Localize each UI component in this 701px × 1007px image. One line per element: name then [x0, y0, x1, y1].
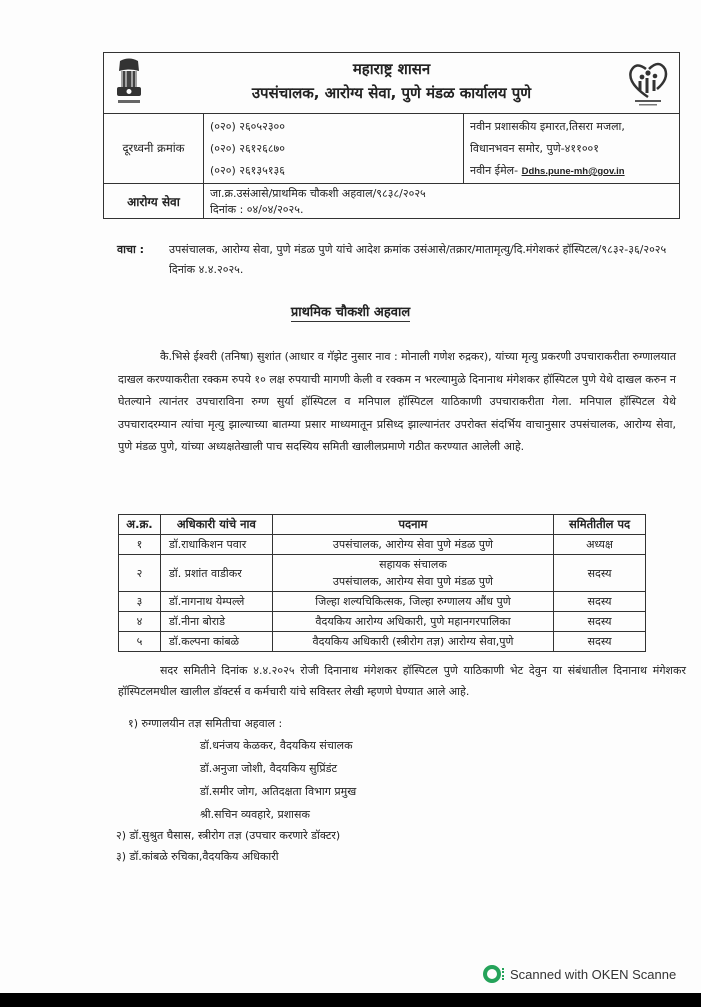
email-link[interactable]: Ddhs.pune-mh@gov.in [521, 166, 625, 177]
address-line: विधानभवन समोर, पुणे-४११००१ [470, 142, 599, 155]
letterhead-box [103, 52, 680, 219]
table-row [119, 612, 646, 632]
statement-item-2: २) डॉ.सुश्रुत घैसास, स्त्रीरोग तज्ञ (उपचार करणारे डॉक्टर) [116, 829, 341, 842]
email-line [470, 160, 673, 183]
address-line: नवीन प्रशासकीय इमारत,तिसरा मजला, [470, 120, 625, 133]
serial-number: ३ [119, 592, 161, 612]
table-row [119, 555, 646, 592]
committee-role: सदस्य [554, 612, 646, 632]
report-title-text: प्राथमिक चौकशी अहवाल [290, 305, 411, 320]
serial-number: ४ [119, 612, 161, 632]
bottom-black-band [0, 993, 701, 1007]
officer-name: डॉ. प्रशांत वाडीकर [160, 555, 272, 592]
letterhead-title-row [104, 53, 679, 114]
table-row [119, 592, 646, 612]
report-title [0, 302, 701, 320]
government-name: महाराष्ट्र शासन [352, 60, 431, 78]
designation: वैदयकिय आरोग्य अधिकारी, पुणे महानगरपालिका [272, 612, 553, 632]
statement-member: डॉ.अनुजा जोशी, वैदयकिय सुप्रिंडंट [200, 762, 338, 775]
scanner-watermark [483, 965, 676, 983]
phone-number: (०२०) २६०५२३०० [210, 120, 285, 133]
health-department-logo-icon [625, 57, 671, 109]
oken-scanner-logo-icon [483, 965, 501, 983]
serial-number: २ [119, 555, 161, 592]
serial-number: १ [119, 535, 161, 555]
committee-role: सदस्य [554, 592, 646, 612]
designation [272, 555, 553, 592]
letter-reference-number: जा.क्र.उसंआसे/प्राथमिक चौकशी अहवाल/९८३८/२०२५ [210, 187, 426, 200]
phone-number: (०२०) २६१३५१३६ [210, 164, 285, 177]
column-header-officer-name: अधिकारी यांचे नाव [160, 515, 272, 535]
statement-member: डॉ.धनंजय केळकर, वैदयकिय संचालक [200, 739, 353, 752]
service-row [104, 184, 679, 218]
statement-item-3: ३) डॉ.कांबळे रुचिका,वैदयकिय अधिकारी [116, 850, 279, 863]
officer-name: डॉ.कल्पना कांबळे [160, 632, 272, 652]
serial-number: ५ [119, 632, 161, 652]
phone-numbers [204, 114, 464, 183]
contact-row [104, 114, 679, 184]
officer-name: डॉ.राधाकिशन पवार [160, 535, 272, 555]
designation-line: सहायक संचालक [379, 558, 447, 571]
designation-line: उपसंचालक, आरोग्य सेवा पुणे मंडळ पुणे [332, 575, 494, 588]
intro-paragraph: कै.भिसे ईश्वरी (तनिषा) सुशांत (आधार व गॅझेट नुसार नाव : मोनाली गणेश रुद्रकर), यांच्या मृत्यु प्रकरणी उपचाराकरीता रुग्णालयात दाखल करण्याकरीता रक्कम रुपये १० लक्ष रुपयाची मागणी केली व रक्कम न भरल्यामुळे दिनानाथ मंगेशकर हॉस्पिटल पुणे येथे दाखल करुन न घेतल्याने त्यानंतर उपचाराविना रुग्ण सुर्या हॉस्पिटल व मनिपाल हॉस्पिटल याठिकाणी उपचाराकरीता गेला. मनिपाल हॉस्पिटल येथे उपचारादरम्यान त्यांचा मृत्यु झाल्याच्या बातम्या प्रसार माध्यमातून प्रसिध्द झाल्यानंतर उपरोक्त संदर्भिय वाचानुसार उपसंचालक, आरोग्य सेवा, पुणे मंडळ पुणे, यांच्या अध्यक्षतेखाली पाच सदस्यिय समिती खालीलप्रमाणे गठीत करण्यात आलेली आहे. [118, 350, 676, 453]
table-row [119, 632, 646, 652]
committee-role: सदस्य [554, 555, 646, 592]
column-header-designation: पदनाम [272, 515, 553, 535]
committee-role: सदस्य [554, 632, 646, 652]
officer-name: डॉ.नागनाथ येम्पल्ले [160, 592, 272, 612]
committee-role: अध्यक्ष [554, 535, 646, 555]
column-header-committee-role: समितीतील पद [554, 515, 646, 535]
column-header-serial: अ.क्र. [119, 515, 161, 535]
statement-member: डॉ.समीर जोग, अतिदक्षता विभाग प्रमुख [200, 785, 357, 798]
committee-table [118, 514, 646, 652]
service-label: आरोग्य सेवा [104, 184, 204, 218]
reference-section [117, 240, 677, 280]
office-name: उपसंचालक, आरोग्य सेवा, पुणे मंडळ कार्यालय पुणे [251, 84, 532, 102]
statement-member: श्री.सचिन व्यवहारे, प्रशासक [200, 808, 310, 821]
visit-paragraph: सदर समितीने दिनांक ४.४.२०२५ रोजी दिनानाथ मंगेशकर हॉस्पिटल पुणे याठिकाणी भेट देवुन या संबंधातील दिनानाथ मंगेशकर हॉस्पिटलमधील खालील डॉक्टर्स व कर्मचारी यांचे सविस्तर लेखी म्हणणे घेण्यात आले आहे. [118, 664, 686, 698]
reference-info [204, 184, 679, 218]
email-label: नवीन ईमेल- [470, 164, 522, 177]
table-row [119, 535, 646, 555]
table-header-row [119, 515, 646, 535]
statement-item-1: १) रुग्णालयीन तज्ञ समितीचा अहवाल : [128, 717, 283, 730]
office-address [464, 114, 679, 183]
phone-number: (०२०) २६१२६८७० [210, 142, 285, 155]
designation: वैदयकिय अधिकारी (स्त्रीरोग तज्ञ) आरोग्य सेवा,पुणे [272, 632, 553, 652]
watermark-text: Scanned with OKEN Scanne [510, 966, 677, 982]
letter-date: दिनांक : ०४/०४/२०२५. [210, 203, 304, 216]
designation: जिल्हा शल्यचिकित्सक, जिल्हा रुग्णालय औंध पुणे [272, 592, 553, 612]
officer-name: डॉ.नीना बोराडे [160, 612, 272, 632]
reference-label: वाचा : [117, 243, 145, 256]
designation: उपसंचालक, आरोग्य सेवा पुणे मंडळ पुणे [272, 535, 553, 555]
reference-text: उपसंचालक, आरोग्य सेवा, पुणे मंडळ पुणे यांचे आदेश क्रमांक उसंआसे/तक्रार/मातामृत्यु/दि.मंगेशकरं हॉस्पिटल/९८३२-३६/२०२५ दिनांक ४.४.२०२५. [169, 243, 667, 276]
contact-label: दूरध्वनी क्रमांक [104, 114, 204, 183]
